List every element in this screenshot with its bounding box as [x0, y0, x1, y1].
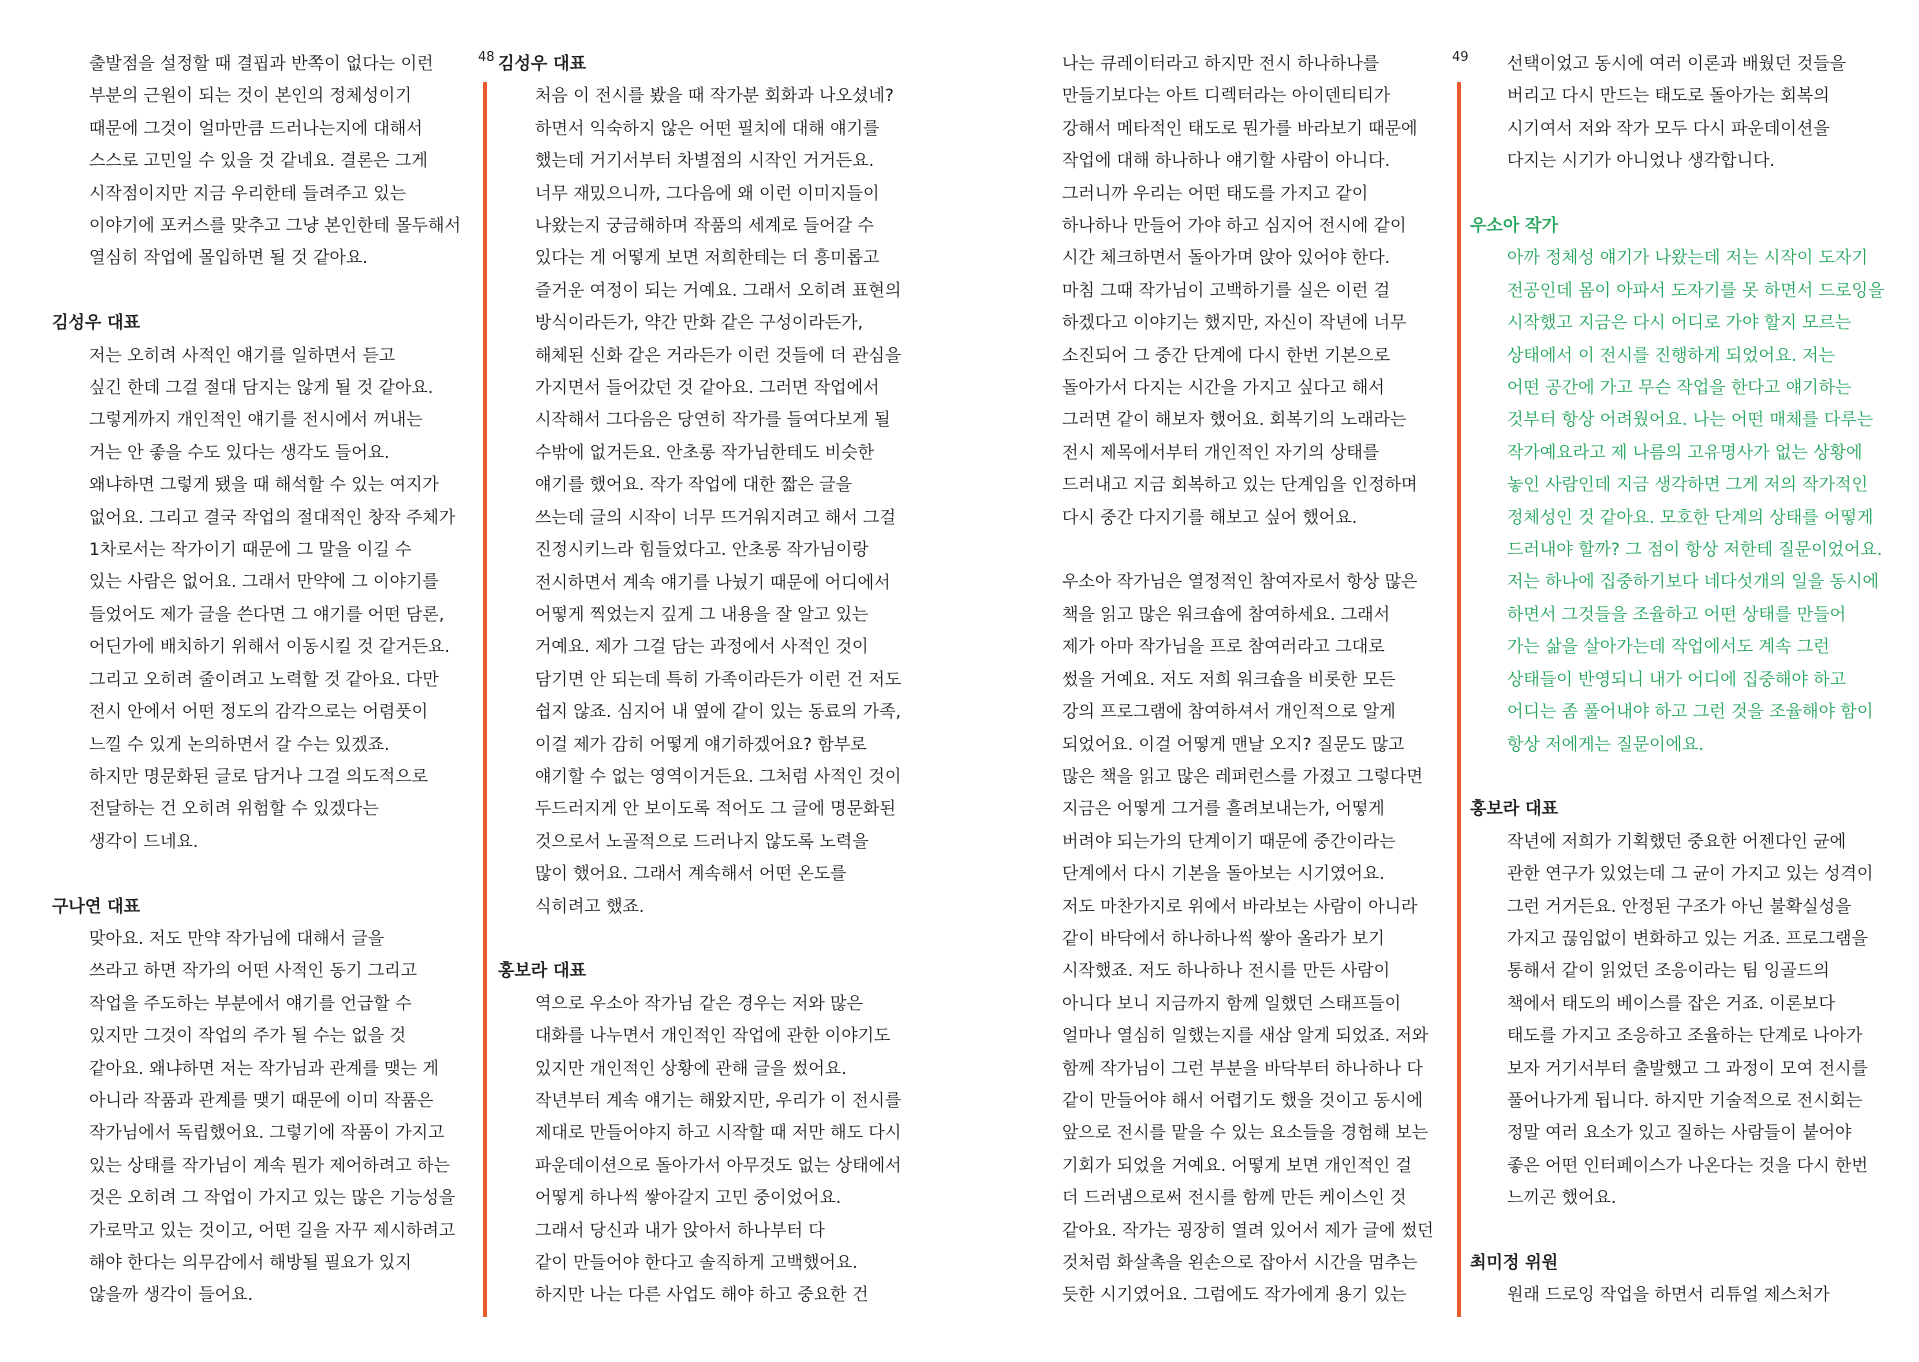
body-text-line: 것부터 항상 어려웠어요. 나는 어떤 매체를 다루는 [1507, 410, 1874, 431]
body-text-line: 쉽지 않죠. 심지어 내 옆에 같이 있는 동료의 가족, [535, 702, 902, 723]
accent-rule-right [1457, 82, 1461, 1317]
body-text-line: 했는데 거기서부터 차별점의 시작인 거거든요. [535, 151, 875, 172]
body-text-line: 하지만 나는 다른 사업도 해야 하고 중요한 건 [535, 1285, 869, 1306]
body-text-line: 많이 했어요. 그래서 계속해서 어떤 온도를 [535, 864, 847, 885]
body-text-line: 저도 마찬가지로 위에서 바라보는 사람이 아니라 [1062, 896, 1418, 917]
text-column-1 [52, 48, 472, 1312]
body-text-line: 아니다 보니 지금까지 함께 일했던 스태프들이 [1062, 993, 1402, 1014]
body-text-line: 나는 큐레이터라고 하지만 전시 하나하나를 [1062, 54, 1380, 74]
body-text-line: 전공인데 몸이 아파서 도자기를 못 하면서 드로잉을 [1507, 280, 1885, 301]
body-text-line: 버리고 다시 만드는 태도로 돌아가는 회복의 [1507, 86, 1830, 107]
body-text-line: 항상 저에게는 질문이에요. [1507, 734, 1704, 755]
body-text-line: 것으로서 노골적으로 드러나지 않도록 노력을 [535, 831, 869, 852]
body-text-line: 하면서 익숙하지 않은 어떤 필치에 대해 얘기를 [535, 118, 880, 139]
body-text-line: 1차로서는 작가이기 때문에 그 말을 이길 수 [89, 540, 412, 561]
body-text-line: 상태에서 이 전시를 진행하게 되었어요. 저는 [1507, 345, 1836, 366]
body-text-line: 어떻게 하나씩 쌓아갈지 고민 중이었어요. [535, 1188, 842, 1209]
body-text-line: 그래서 당신과 내가 앉아서 하나부터 다 [535, 1220, 825, 1241]
body-text-line: 시작해서 그다음은 당연히 작가를 들여다보게 될 [535, 410, 891, 431]
body-text-line: 썼을 거예요. 저도 저희 워크숍을 비롯한 모든 [1062, 669, 1396, 690]
body-text-line: 하겠다고 이야기는 했지만, 자신이 작년에 너무 [1062, 313, 1407, 334]
body-text-line: 거예요. 제가 그걸 담는 과정에서 사적인 것이 [535, 637, 869, 658]
body-text-line: 있는 사람은 없어요. 그래서 만약에 그 이야기를 [89, 572, 439, 593]
body-text-line: 출발점을 설정할 때 결핍과 반쪽이 없다는 이런 [89, 54, 434, 74]
body-text-line: 만들기보다는 아트 디렉터라는 아이덴티티가 [1062, 86, 1391, 107]
body-text-line: 시작점이지만 지금 우리한테 들려주고 있는 [89, 183, 407, 204]
body-text-line: 작업에 대해 하나하나 얘기할 사람이 아니다. [1062, 151, 1391, 172]
body-text-line: 때문에 그것이 얼마만큼 드러나는지에 대해서 [89, 118, 423, 139]
body-text-line: 얘기할 수 없는 영역이거든요. 그처럼 사적인 것이 [535, 766, 902, 787]
body-text-line: 어떻게 찍었는지 깊게 그 내용을 잘 알고 있는 [535, 604, 869, 625]
body-text-line: 책에서 태도의 베이스를 잡은 거죠. 이론보다 [1507, 993, 1836, 1014]
paragraph-gap [498, 923, 938, 955]
body-text-line: 거는 안 좋을 수도 있다는 생각도 들어요. [89, 442, 390, 463]
body-text-line: 가는 삶을 살아가는데 작업에서도 계속 그런 [1507, 637, 1830, 658]
body-text-line: 가로막고 있는 것이고, 어떤 길을 자꾸 제시하려고 [89, 1220, 456, 1241]
body-text-line: 정체성인 것 같아요. 모호한 단계의 상태를 어떻게 [1507, 507, 1874, 528]
body-text-line: 태도를 가지고 조응하고 조율하는 단계로 나아가 [1507, 1026, 1863, 1047]
body-text-line: 같아요. 왜냐하면 저는 작가님과 관계를 맺는 게 [89, 1058, 439, 1079]
body-text-line: 즐거운 여정이 되는 거예요. 그래서 오히려 표현의 [535, 280, 902, 301]
body-text-line: 저는 오히려 사적인 얘기를 일하면서 듣고 [89, 345, 396, 366]
body-text-line: 같아요. 작가는 굉장히 열려 있어서 제가 글에 썼던 [1062, 1220, 1434, 1241]
body-text-line: 맞아요. 저도 만약 작가님에 대해서 글을 [89, 928, 385, 949]
body-text-line: 있지만 개인적인 상황에 관해 글을 썼어요. [535, 1058, 847, 1079]
body-text-line: 쓰라고 하면 작가의 어떤 사적인 동기 그리고 [89, 961, 418, 982]
body-text-line: 쓰는데 글의 시작이 너무 뜨거워지려고 해서 그걸 [535, 507, 896, 528]
body-text-line: 들었어도 제가 글을 쓴다면 그 얘기를 어떤 담론, [89, 604, 445, 625]
body-text-line: 싶긴 한데 그걸 절대 담지는 않게 될 것 같아요. [89, 378, 434, 399]
body-text-line: 그러니까 우리는 어떤 태도를 가지고 같이 [1062, 183, 1369, 204]
page-number-right: 49 [1452, 50, 1469, 65]
body-text-line: 어떤 공간에 가고 무슨 작업을 한다고 얘기하는 [1507, 378, 1852, 399]
paragraph-gap [1470, 1215, 1910, 1247]
body-text-line: 우소아 작가님은 열정적인 참여자로서 항상 많은 [1062, 572, 1418, 593]
body-text-line: 앞으로 전시를 맡을 수 있는 요소들을 경험해 보는 [1062, 1123, 1429, 1144]
body-text-line: 하지만 명문화된 글로 담거나 그걸 의도적으로 [89, 766, 429, 787]
body-text-line: 역으로 우소아 작가님 같은 경우는 저와 많은 [535, 993, 864, 1014]
body-text-line: 같이 바닥에서 하나하나씩 쌓아 올라가 보기 [1062, 928, 1385, 949]
body-text-line: 아까 정체성 얘기가 나왔는데 저는 시작이 도자기 [1507, 248, 1868, 269]
body-text-line: 있는 상태를 작가님이 계속 뭔가 제어하려고 하는 [89, 1155, 450, 1176]
body-text-line: 좋은 어떤 인터페이스가 나온다는 것을 다시 한번 [1507, 1155, 1868, 1176]
body-text-line: 작가님에서 독립했어요. 그렇기에 작품이 가지고 [89, 1123, 445, 1144]
body-text-line: 그렇게까지 개인적인 얘기를 전시에서 꺼내는 [89, 410, 423, 431]
body-text-line: 작가예요라고 제 나름의 고유명사가 없는 상황에 [1507, 442, 1863, 463]
speaker-name: 홍보라 대표 [1470, 799, 1559, 820]
body-text-line: 가지고 끊임없이 변화하고 있는 거죠. 프로그램을 [1507, 928, 1868, 949]
text-column-2 [498, 48, 938, 1312]
text-column-3 [1062, 48, 1452, 1312]
body-text-line: 놓인 사람인데 지금 생각하면 그게 저의 작가적인 [1507, 475, 1868, 496]
body-text-line: 기회가 되었을 거예요. 어떻게 보면 개인적인 걸 [1062, 1155, 1412, 1176]
body-text-line: 식히려고 했죠. [535, 896, 645, 917]
speaker-name: 구나연 대표 [52, 896, 141, 917]
body-text-line: 전시 제목에서부터 개인적인 자기의 상태를 [1062, 442, 1380, 463]
body-text-line: 얘기를 했어요. 작가 작업에 대한 짧은 글을 [535, 475, 853, 496]
accent-rule-left [483, 82, 487, 1317]
body-text-line: 풀어나가게 됩니다. 하지만 기술적으로 전시회는 [1507, 1090, 1863, 1111]
body-text-line: 수밖에 없거든요. 안초롱 작가님한테도 비슷한 [535, 442, 875, 463]
body-text-line: 제대로 만들어야지 하고 시작할 때 저만 해도 다시 [535, 1123, 902, 1144]
body-text-line: 다시 중간 다지기를 해보고 싶어 했어요. [1062, 507, 1358, 528]
body-text-line: 그리고 오히려 줄이려고 노력할 것 같아요. 다만 [89, 669, 439, 690]
paragraph-gap [1062, 534, 1452, 566]
body-text-line: 느낄 수 있게 논의하면서 갈 수는 있겠죠. [89, 734, 390, 755]
paragraph-gap [1470, 761, 1910, 793]
body-text-line: 작년부터 계속 얘기는 해왔지만, 우리가 이 전시를 [535, 1090, 902, 1111]
body-text-line: 많은 책을 읽고 많은 레퍼런스를 가졌고 그렇다면 [1062, 766, 1423, 787]
body-text-line: 있다는 게 어떻게 보면 저희한테는 더 흥미롭고 [535, 248, 880, 269]
text-column-4 [1470, 48, 1910, 1312]
body-text-line: 담기면 안 되는데 특히 가족이라든가 이런 건 저도 [535, 669, 902, 690]
body-text-line: 하면서 그것들을 조율하고 어떤 상태를 만들어 [1507, 604, 1847, 625]
body-text-line: 두드러지게 안 보이도록 적어도 그 글에 명문화된 [535, 799, 896, 820]
paragraph-gap [52, 275, 472, 307]
body-text-line: 처음 이 전시를 봤을 때 작가분 회화과 나오셨네? [535, 86, 894, 107]
body-text-line: 시기여서 저와 작가 모두 다시 파운데이션을 [1507, 118, 1830, 139]
body-text-line: 되었어요. 이걸 어떻게 맨날 오지? 질문도 많고 [1062, 734, 1405, 755]
speaker-name: 김성우 대표 [52, 313, 141, 334]
body-text-line: 저는 하나에 집중하기보다 네다섯개의 일을 동시에 [1507, 572, 1879, 593]
body-text-line: 느끼곤 했어요. [1507, 1188, 1617, 1209]
body-text-line: 해체된 신화 같은 거라든가 이런 것들에 더 관심을 [535, 345, 902, 366]
body-text-line: 가지면서 들어갔던 것 같아요. 그러면 작업에서 [535, 378, 880, 399]
body-text-line: 책을 읽고 많은 워크숍에 참여하세요. 그래서 [1062, 604, 1391, 625]
body-text-line: 아니라 작품과 관계를 맺기 때문에 이미 작품은 [89, 1090, 434, 1111]
body-text-line: 이걸 제가 감히 어떻게 얘기하겠어요? 함부로 [535, 734, 867, 755]
body-text-line: 없어요. 그리고 결국 작업의 절대적인 창작 주체가 [89, 507, 456, 528]
body-text-line: 것처럼 화살촉을 왼손으로 잡아서 시간을 멈추는 [1062, 1253, 1418, 1274]
speaker-name: 김성우 대표 [498, 54, 587, 74]
body-text-line: 시작했죠. 저도 하나하나 전시를 만든 사람이 [1062, 961, 1391, 982]
body-text-line: 왜냐하면 그렇게 됐을 때 해석할 수 있는 여지가 [89, 475, 439, 496]
body-text-line: 어디는 좀 풀어내야 하고 그런 것을 조율해야 함이 [1507, 702, 1874, 723]
body-text-line: 생각이 드네요. [89, 831, 199, 852]
body-text-line: 전달하는 건 오히려 위험할 수 있겠다는 [89, 799, 379, 820]
body-text-line: 소진되어 그 중간 단계에 다시 한번 기본으로 [1062, 345, 1391, 366]
body-text-line: 작년에 저희가 기획했던 중요한 어젠다인 균에 [1507, 831, 1847, 852]
body-text-line: 하나하나 만들어 가야 하고 심지어 전시에 같이 [1062, 216, 1407, 237]
body-text-line: 정말 여러 요소가 있고 질하는 사람들이 붙어야 [1507, 1123, 1852, 1144]
body-text-line: 이야기에 포커스를 맞추고 그냥 본인한테 몰두해서 [89, 216, 461, 237]
body-text-line: 돌아가서 다지는 시간을 가지고 싶다고 해서 [1062, 378, 1385, 399]
body-text-line: 상태들이 반영되니 내가 어디에 집중해야 하고 [1507, 669, 1847, 690]
body-text-line: 드러내고 지금 회복하고 있는 단계임을 인정하며 [1062, 475, 1418, 496]
body-text-line: 방식이라든가, 약간 만화 같은 구성이라든가, [535, 313, 864, 334]
body-text-line: 시간 체크하면서 돌아가며 앉아 있어야 한다. [1062, 248, 1391, 269]
body-text-line: 얼마나 열심히 일했는지를 새삼 알게 되었죠. 저와 [1062, 1026, 1429, 1047]
body-text-line: 원래 드로잉 작업을 하면서 리튜얼 제스처가 [1507, 1285, 1830, 1306]
body-text-line: 시작했고 지금은 다시 어디로 가야 할지 모르는 [1507, 313, 1852, 334]
speaker-name: 최미정 위원 [1470, 1252, 1559, 1273]
body-text-line: 드러내야 할까? 그 점이 항상 저한테 질문이었어요. [1507, 540, 1883, 561]
body-text-line: 다지는 시기가 아니었나 생각합니다. [1507, 151, 1775, 172]
body-text-line: 해야 한다는 의무감에서 해방될 필요가 있지 [89, 1253, 412, 1273]
body-text-line: 관한 연구가 있었는데 그 균이 가지고 있는 성격이 [1507, 864, 1874, 885]
body-text-line: 않을까 생각이 들어요. [89, 1285, 254, 1306]
paragraph-gap [52, 858, 472, 890]
body-text-line: 더 드러냄으로써 전시를 함께 만든 케이스인 것 [1062, 1188, 1407, 1209]
body-text-line: 같이 만들어야 해서 어렵기도 했을 것이고 동시에 [1062, 1090, 1423, 1111]
page-number-left: 48 [478, 50, 495, 65]
body-text-line: 강의 프로그램에 참여하셔서 개인적으로 알게 [1062, 702, 1396, 723]
body-text-line: 전시 안에서 어떤 정도의 감각으로는 어렴풋이 [89, 702, 429, 723]
body-text-line: 강해서 메타적인 태도로 뭔가를 바라보기 때문에 [1062, 118, 1418, 139]
body-text-line: 것은 오히려 그 작업이 가지고 있는 많은 기능성을 [89, 1188, 456, 1209]
body-text-line: 버려야 되는가의 단계이기 때문에 중간이라는 [1062, 831, 1396, 852]
body-text-line: 너무 재밌으니까, 그다음에 왜 이런 이미지들이 [535, 183, 880, 204]
body-text-line: 스스로 고민일 수 있을 것 같네요. 결론은 그게 [89, 151, 428, 172]
body-text-line: 같이 만들어야 한다고 솔직하게 고백했어요. [535, 1253, 858, 1274]
body-text-line: 어딘가에 배치하기 위해서 이동시킬 것 같거든요. [89, 637, 450, 658]
body-text-line: 대화를 나누면서 개인적인 작업에 관한 이야기도 [535, 1026, 891, 1047]
body-text-line: 파운데이션으로 돌아가서 아무것도 없는 상태에서 [535, 1155, 902, 1176]
body-text-line: 보자 거기서부터 출발했고 그 과정이 모여 전시를 [1507, 1058, 1868, 1079]
body-text-line: 부분의 근원이 되는 것이 본인의 정체성이기 [89, 86, 412, 107]
body-text-line: 통해서 같이 읽었던 조응이라는 팀 잉골드의 [1507, 961, 1830, 982]
body-text-line: 제가 아마 작가님을 프로 참여러라고 그대로 [1062, 637, 1385, 658]
paragraph-gap [1470, 178, 1910, 210]
body-text-line: 있지만 그것이 작업의 주가 될 수는 없을 것 [89, 1026, 407, 1047]
body-text-line: 듯한 시기였어요. 그럼에도 작가에게 용기 있는 [1062, 1285, 1407, 1306]
body-text-line: 진정시키느라 힘들었다고. 안초롱 작가님이랑 [535, 540, 869, 561]
body-text-line: 마침 그때 작가님이 고백하기를 실은 이런 걸 [1062, 280, 1391, 301]
body-text-line: 단계에서 다시 기본을 돌아보는 시기였어요. [1062, 864, 1385, 885]
body-text-line: 함께 작가님이 그런 부분을 바닥부터 하나하나 다 [1062, 1058, 1423, 1079]
body-text-line: 나왔는지 궁금해하며 작품의 세계로 들어갈 수 [535, 216, 875, 237]
body-text-line: 그러면 같이 해보자 했어요. 회복기의 노래라는 [1062, 410, 1407, 431]
body-text-line: 지금은 어떻게 그거를 흘려보내는가, 어떻게 [1062, 799, 1385, 820]
body-text-line: 선택이었고 동시에 여러 이론과 배웠던 것들을 [1507, 54, 1847, 74]
body-text-line: 전시하면서 계속 얘기를 나눴기 때문에 어디에서 [535, 572, 891, 593]
speaker-name: 우소아 작가 [1470, 216, 1559, 237]
speaker-name: 홍보라 대표 [498, 961, 587, 982]
body-text-line: 그런 거거든요. 안정된 구조가 아닌 불확실성을 [1507, 896, 1852, 917]
body-text-line: 열심히 작업에 몰입하면 될 것 같아요. [89, 248, 368, 269]
body-text-line: 작업을 주도하는 부분에서 얘기를 언급할 수 [89, 993, 412, 1014]
